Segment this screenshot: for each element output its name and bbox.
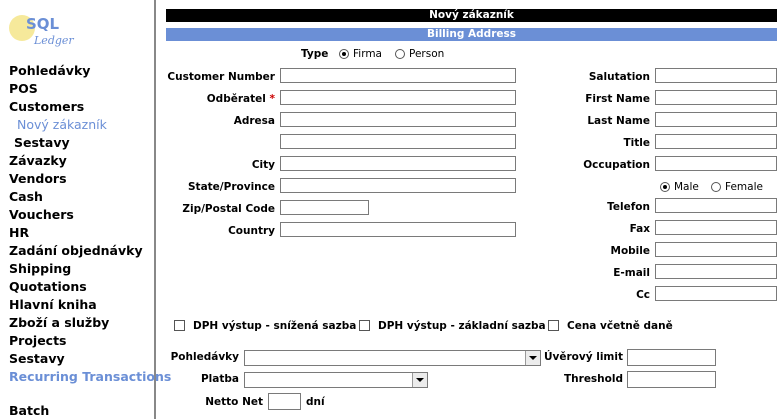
sidebar-item-cash[interactable]: Cash bbox=[9, 189, 43, 204]
pohledavky-label: Pohledávky bbox=[170, 351, 239, 363]
fax-label: Fax bbox=[629, 223, 650, 235]
sidebar-item-nov-z-kazn-k[interactable]: Nový zákazník bbox=[17, 117, 107, 132]
type-firma-label: Firma bbox=[353, 48, 382, 60]
terms-days-label: dní bbox=[306, 396, 325, 408]
last-name-input[interactable] bbox=[655, 112, 777, 127]
terms-input[interactable] bbox=[268, 393, 301, 410]
gender-female-label: Female bbox=[725, 181, 763, 193]
sidebar-item-recurring-transactions[interactable]: Recurring Transactions bbox=[9, 369, 172, 384]
salutation-label: Salutation bbox=[588, 71, 650, 83]
sidebar-item-hr[interactable]: HR bbox=[9, 225, 30, 240]
sidebar bbox=[0, 0, 172, 419]
odberatel-label-text: Odběratel bbox=[206, 93, 266, 105]
salutation-input[interactable] bbox=[655, 68, 777, 83]
odberatel-label bbox=[207, 91, 275, 108]
logo-line2: Ledger bbox=[34, 34, 74, 47]
mobile-label: Mobile bbox=[610, 245, 650, 257]
zip-label: Zip/Postal Code bbox=[182, 203, 275, 215]
platba-label: Platba bbox=[200, 373, 239, 385]
tax-standard-checkbox[interactable] bbox=[359, 320, 370, 331]
mobile-input[interactable] bbox=[655, 242, 777, 257]
sidebar-item-zad-n-objedn-vky[interactable]: Zadání objednávky bbox=[9, 243, 143, 258]
type-label: Type bbox=[301, 48, 329, 60]
state-label: State/Province bbox=[188, 181, 275, 193]
sidebar-item-projects[interactable]: Projects bbox=[9, 333, 67, 348]
sidebar-item-sestavy[interactable]: Sestavy bbox=[9, 351, 65, 366]
adresa-label: Adresa bbox=[233, 115, 275, 127]
sidebar-item-sestavy[interactable]: Sestavy bbox=[14, 135, 70, 150]
chevron-down-icon[interactable] bbox=[412, 373, 427, 387]
sidebar-item-hlavn-kniha[interactable]: Hlavní kniha bbox=[9, 297, 97, 312]
sidebar-item-quotations[interactable]: Quotations bbox=[9, 279, 87, 294]
tax-standard-label: DPH výstup - základní sazba bbox=[378, 320, 546, 332]
platba-select[interactable] bbox=[244, 372, 428, 388]
cc-input[interactable] bbox=[655, 286, 777, 301]
sidebar-item-shipping[interactable]: Shipping bbox=[9, 261, 72, 276]
sidebar-item-vouchers[interactable]: Vouchers bbox=[9, 207, 74, 222]
type-firma-radio[interactable] bbox=[339, 49, 349, 59]
netto-text: Netto bbox=[205, 396, 239, 408]
logo-line1: SQL bbox=[26, 15, 60, 33]
fax-input[interactable] bbox=[655, 220, 777, 235]
sql-ledger-logo[interactable] bbox=[8, 8, 98, 52]
sidebar-item-batch[interactable]: Batch bbox=[9, 403, 50, 418]
sidebar-item-customers[interactable]: Customers bbox=[9, 99, 85, 114]
tax-reduced-checkbox[interactable] bbox=[174, 320, 185, 331]
sidebar-item-pos[interactable]: POS bbox=[9, 81, 38, 96]
occupation-input[interactable] bbox=[655, 156, 777, 171]
threshold-label: Threshold bbox=[564, 373, 623, 385]
gender-male-radio[interactable] bbox=[660, 182, 670, 192]
first-name-label: First Name bbox=[585, 93, 650, 105]
country-label: Country bbox=[228, 225, 275, 237]
net-text: Net bbox=[242, 396, 263, 408]
sidebar-item-pohled-vky[interactable]: Pohledávky bbox=[9, 63, 91, 78]
netto-label bbox=[205, 394, 263, 411]
customer-number-input[interactable] bbox=[280, 68, 516, 83]
sidebar-item-zbo-a-slu-by[interactable]: Zboží a služby bbox=[9, 315, 110, 330]
type-person-label: Person bbox=[409, 48, 445, 60]
credit-limit-input[interactable] bbox=[627, 349, 716, 366]
adresa-input-2[interactable] bbox=[280, 134, 516, 149]
title-label: Title bbox=[623, 137, 650, 149]
pohledavky-select[interactable] bbox=[244, 350, 541, 366]
email-label: E-mail bbox=[613, 267, 650, 279]
telefon-label: Telefon bbox=[607, 201, 650, 213]
type-person-radio[interactable] bbox=[395, 49, 405, 59]
sidebar-item-vendors[interactable]: Vendors bbox=[9, 171, 67, 186]
tax-included-label: Cena včetně daně bbox=[567, 320, 673, 332]
cc-label: Cc bbox=[636, 289, 650, 301]
sidebar-menu bbox=[9, 62, 171, 420]
threshold-input[interactable] bbox=[627, 371, 716, 388]
email-input[interactable] bbox=[655, 264, 777, 279]
page-title: Nový zákazník bbox=[166, 9, 777, 22]
gender-male-label: Male bbox=[674, 181, 699, 193]
title-input[interactable] bbox=[655, 134, 777, 149]
zip-input[interactable] bbox=[280, 200, 369, 215]
gender-female-radio[interactable] bbox=[711, 182, 721, 192]
chevron-down-icon[interactable] bbox=[525, 351, 540, 365]
city-label: City bbox=[251, 159, 275, 171]
credit-limit-label: Úvěrový limit bbox=[544, 351, 623, 363]
first-name-input[interactable] bbox=[655, 90, 777, 105]
tax-included-checkbox[interactable] bbox=[548, 320, 559, 331]
section-billing-address: Billing Address bbox=[166, 28, 777, 41]
telefon-input[interactable] bbox=[655, 198, 777, 213]
customer-number-label: Customer Number bbox=[167, 71, 275, 83]
sidebar-item-z-vazky[interactable]: Závazky bbox=[9, 153, 67, 168]
odberatel-input[interactable] bbox=[280, 90, 516, 105]
required-mark: * bbox=[269, 93, 275, 105]
tax-reduced-label: DPH výstup - snížená sazba bbox=[193, 320, 357, 332]
state-input[interactable] bbox=[280, 178, 516, 193]
city-input[interactable] bbox=[280, 156, 516, 171]
last-name-label: Last Name bbox=[587, 115, 650, 127]
occupation-label: Occupation bbox=[583, 159, 650, 171]
country-input[interactable] bbox=[280, 222, 516, 237]
adresa-input-1[interactable] bbox=[280, 112, 516, 127]
